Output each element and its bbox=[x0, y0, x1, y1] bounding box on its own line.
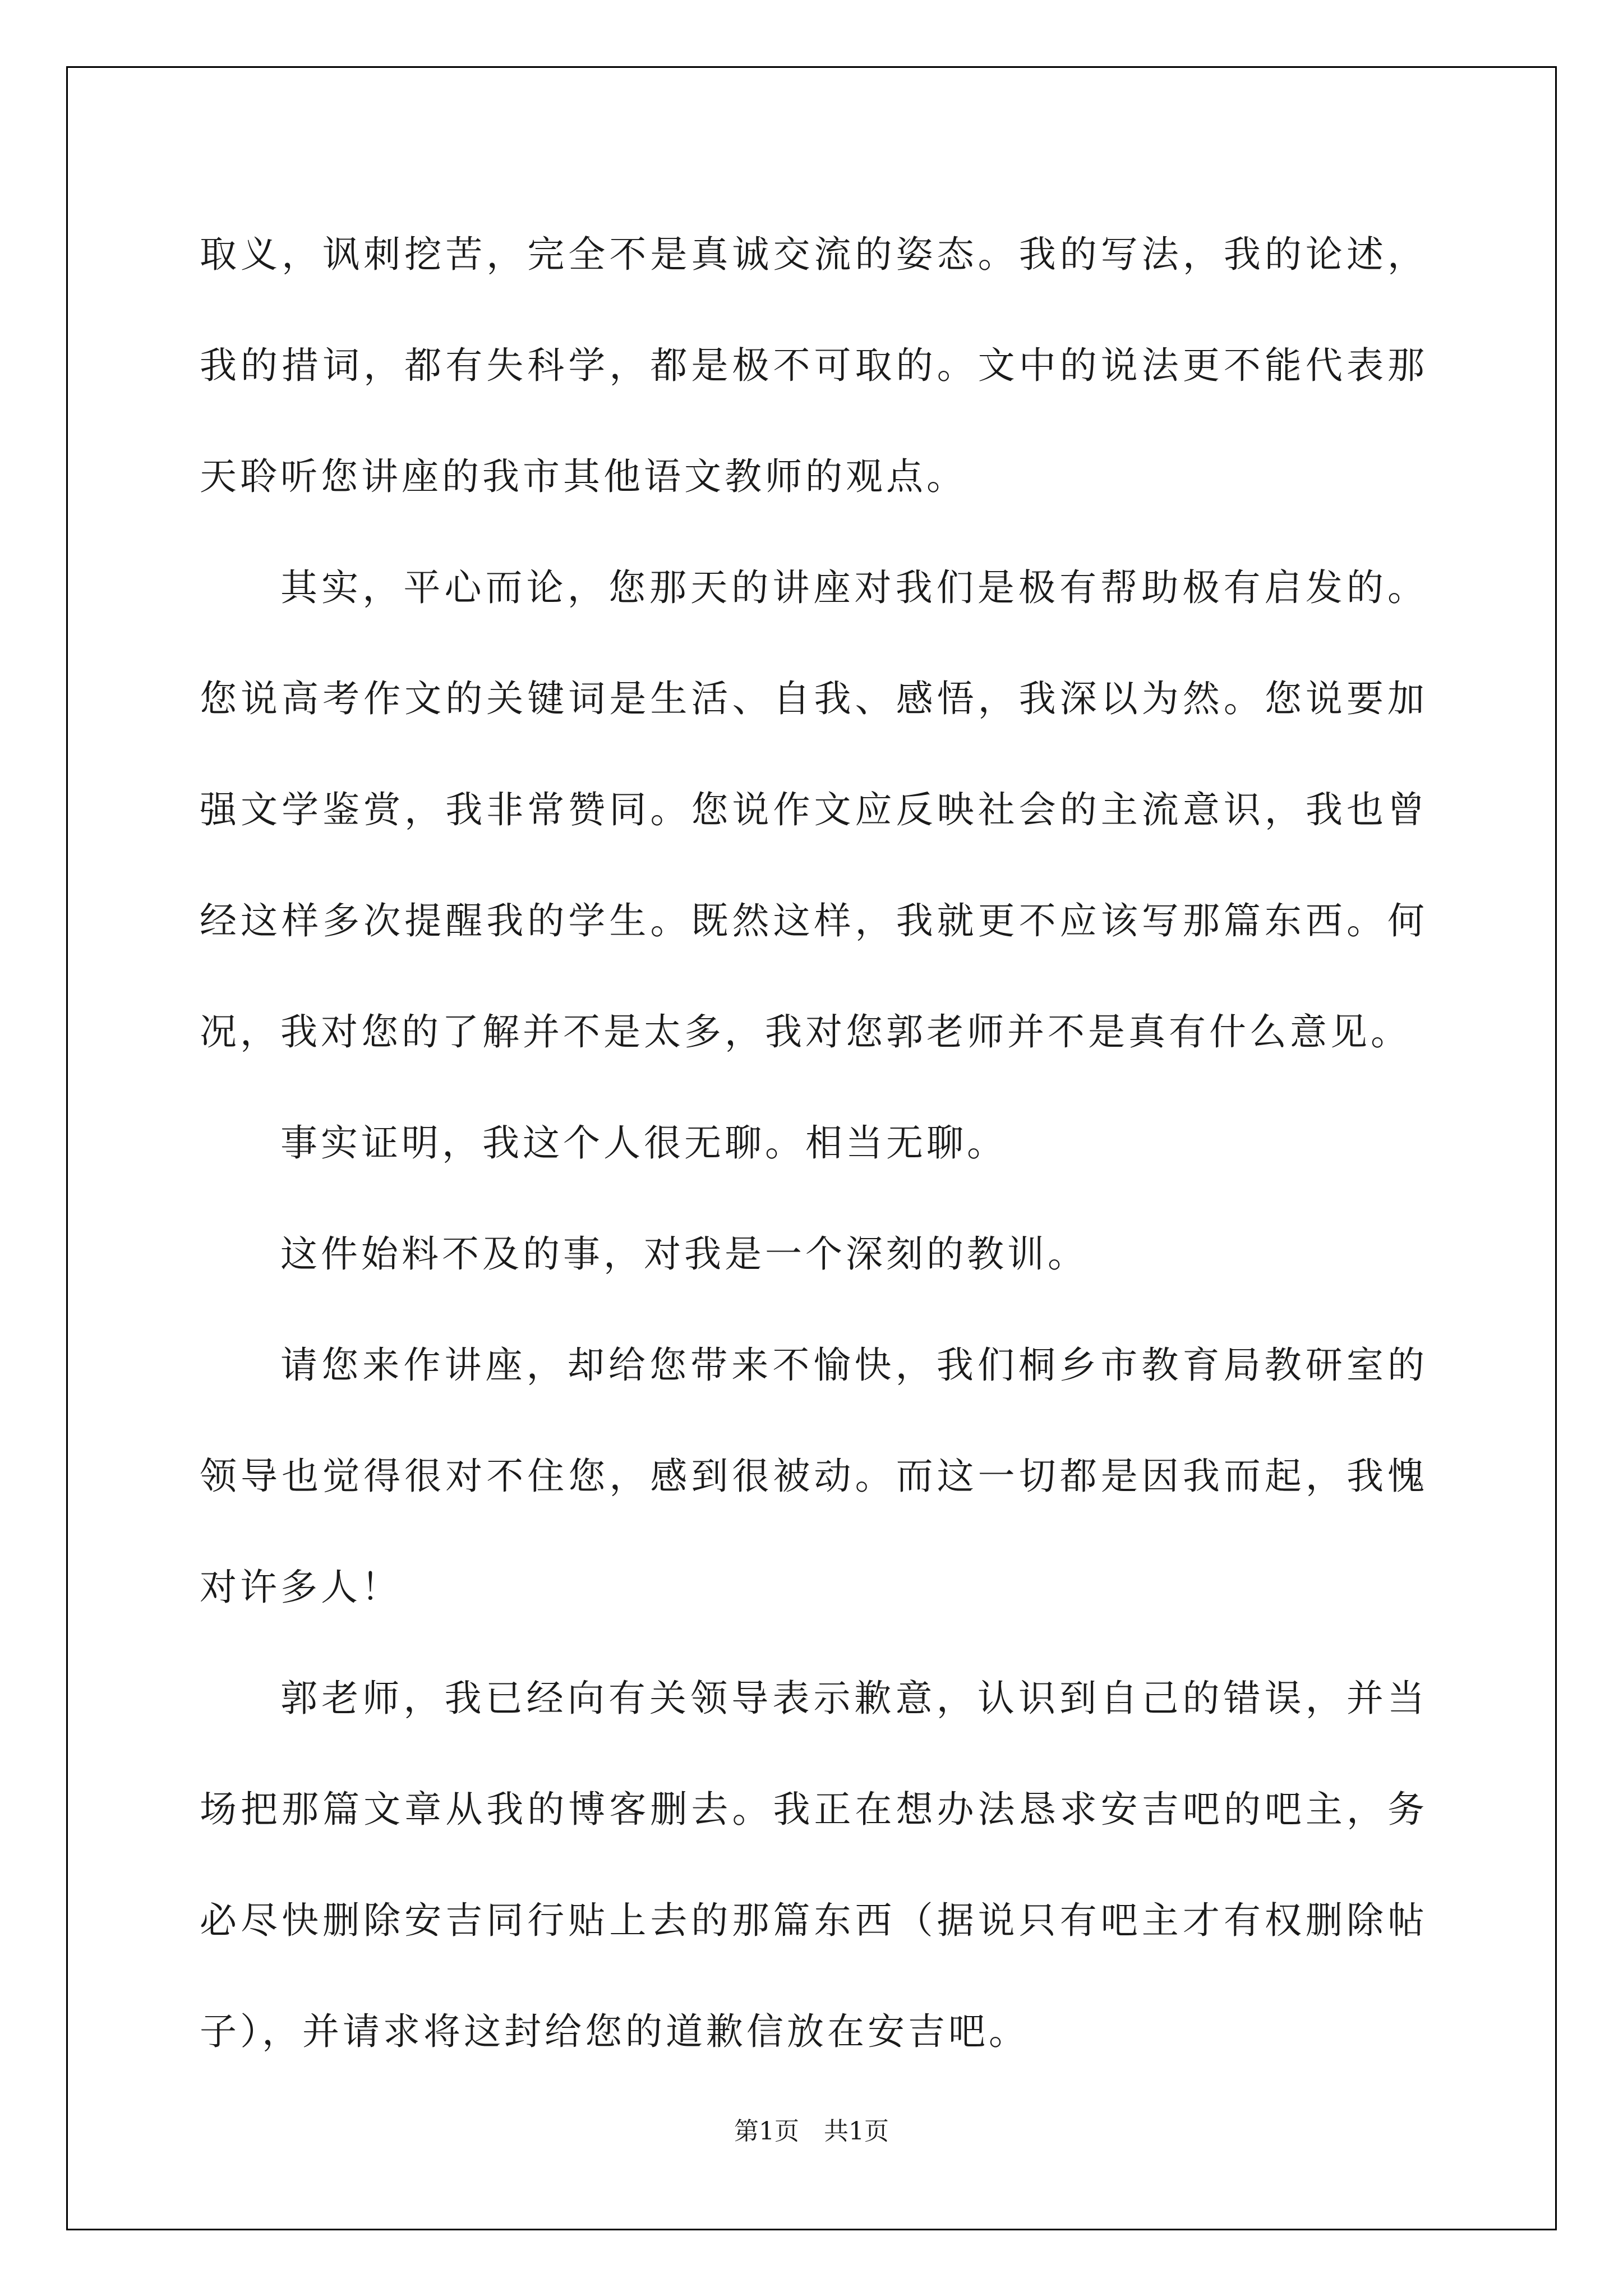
paragraph-5: 请您来作讲座，却给您带来不愉快，我们桐乡市教育局教研室的领导也觉得很对不住您，感到很被动。而这一切都是因我而起，我愧对许多人！ bbox=[200, 1343, 1428, 1609]
paragraph-1: 取义，讽刺挖苦，完全不是真诚交流的姿态。我的写法，我的论述，我的措词，都有失科学，都是极不可取的。文中的说法更不能代表那天聆听您讲座的我市其他语文教师的观点。 bbox=[200, 233, 1428, 498]
paragraph-6: 郭老师，我已经向有关领导表示歉意，认识到自己的错误，并当场把那篇文章从我的博客删去。我正在想办法恳求安吉吧的吧主，务必尽快删除安吉同行贴上去的那篇东西（据说只有吧主才有权删除帖子），并请求将这封给您的道歉信放在安吉吧。 bbox=[200, 1677, 1428, 2053]
document-body bbox=[200, 199, 1428, 2087]
paragraph-4: 这件始料不及的事，对我是一个深刻的教训。 bbox=[280, 1232, 1088, 1276]
paragraph-2: 其实，平心而论，您那天的讲座对我们是极有帮助极有启发的。您说高考作文的关键词是生活、自我、感悟，我深以为然。您说要加强文学鉴赏，我非常赞同。您说作文应反映社会的主流意识，我也曾经这样多次提醒我的学生。既然这样，我就更不应该写那篇东西。何况，我对您的了解并不是太多，我对您郭老师并不是真有什么意见。 bbox=[200, 566, 1428, 1053]
paragraph-3: 事实证明，我这个人很无聊。相当无聊。 bbox=[280, 1121, 1007, 1165]
page-number-footer: 第1页 共1页 bbox=[734, 2117, 889, 2146]
